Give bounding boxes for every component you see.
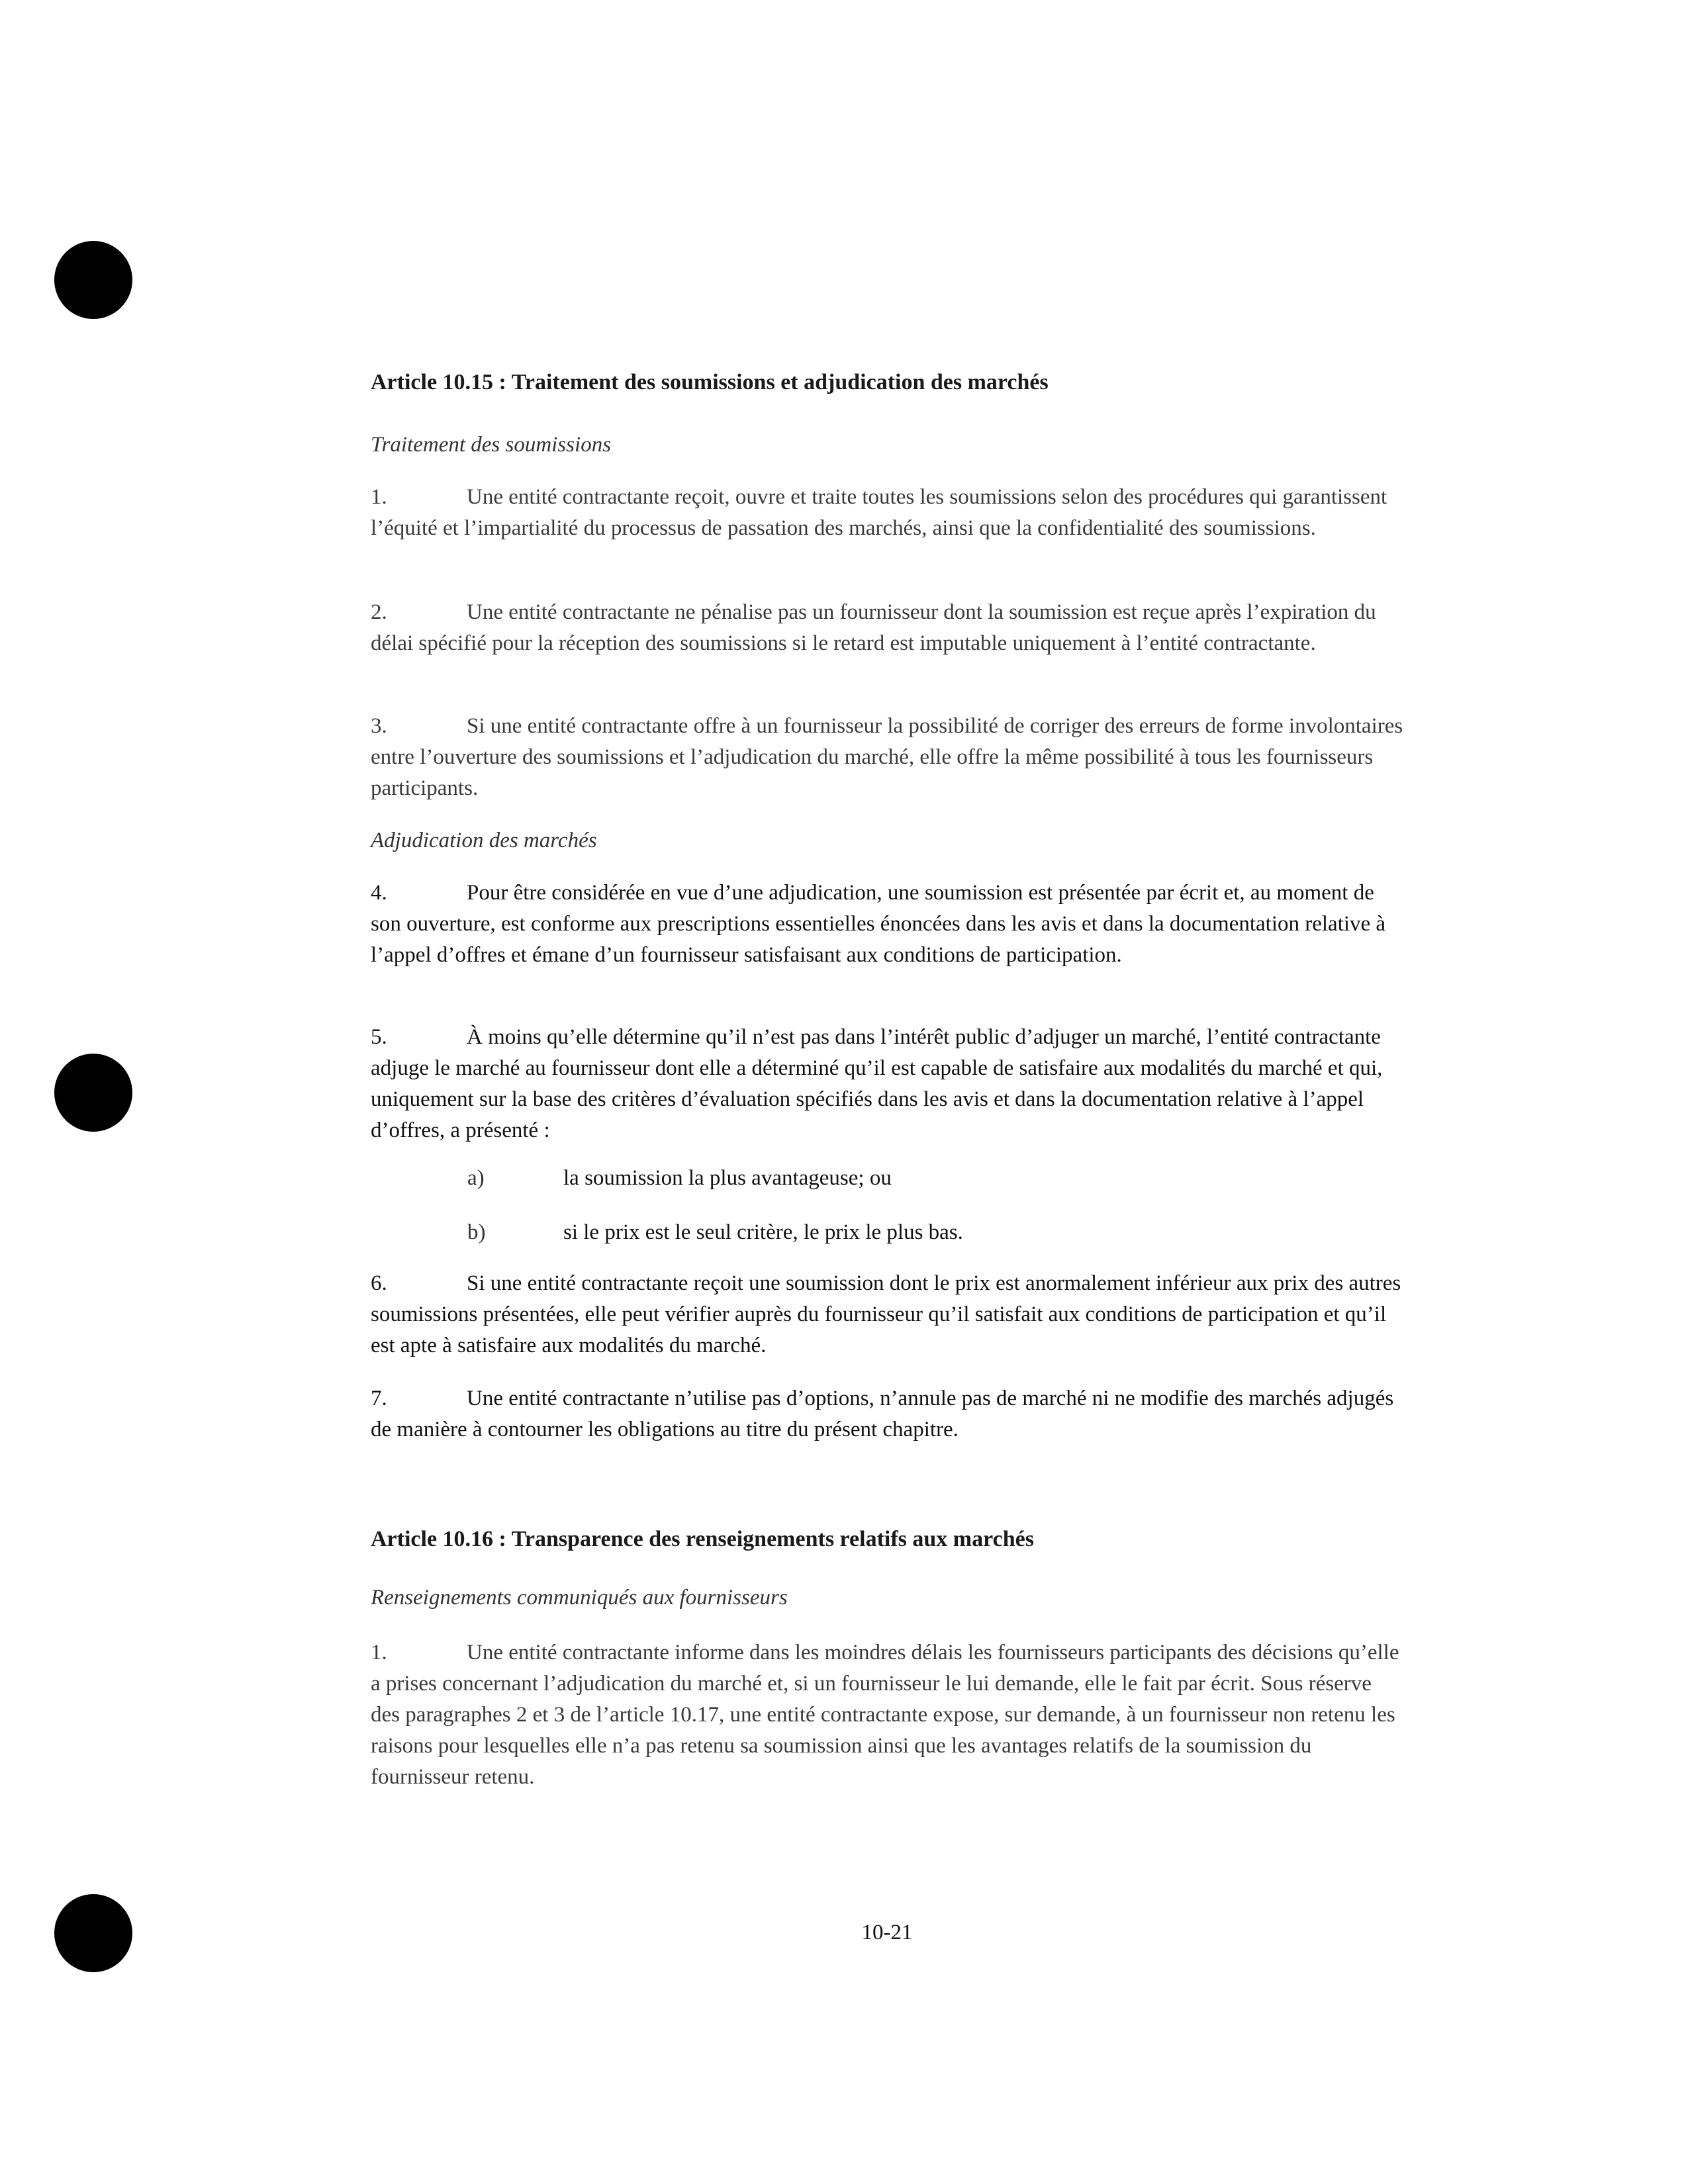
list-item-a <box>467 1163 1328 1193</box>
paragraph-number: 2. <box>371 600 387 624</box>
binder-hole-bottom <box>54 1894 132 1972</box>
paragraph-number: 6. <box>371 1271 387 1295</box>
item-text: la soumission la plus avantageuse; ou <box>563 1166 892 1190</box>
paragraph-text: Une entité contractante informe dans les moindres délais les fournisseurs participants des décisions qu’elle a prises concernant l’adjudication du marché et, si un fournisseur le lui demande, elle le fait par écrit. Sous réserve des paragraphes 2 et 3 de l’article 10.17, une entité contractante expose, sur demande, à un fournisseur non retenu les raisons pour lesquelles elle n’a pas retenu sa soumission ainsi que les avantages relatifs de la soumission du fournisseur retenu. <box>371 1641 1399 1789</box>
paragraph-text: Si une entité contractante reçoit une soumission dont le prix est anormalement inférieur aux prix des autres soumissions présentées, elle peut vérifier auprès du fournisseur qu’il satisfait aux conditions de participation et qu’il est apte à satisfaire aux modalités du marché. <box>371 1271 1401 1357</box>
paragraph-number: 7. <box>371 1387 387 1410</box>
item-letter: a) <box>467 1166 485 1190</box>
paragraph-number: 3. <box>371 714 387 738</box>
section-title-adjudication: Adjudication des marchés <box>371 829 597 852</box>
paragraph-text: Si une entité contractante offre à un fournisseur la possibilité de corriger des erreurs de forme involontaires entre l’ouverture des soumissions et l’adjudication du marché, elle offre la même possibilité à tous les fournisseurs participants. <box>371 714 1403 800</box>
paragraph-text: À moins qu’elle détermine qu’il n’est pas dans l’intérêt public d’adjuger un marché, l’entité contractante adjuge le marché au fournisseur dont elle a déterminé qu’il est capable de satisfaire aux modalités du marché et qui, uniquement sur la base des critères d’évaluation spécifiés dans les avis et dans la documentation relative à l’appel d’offres, a présenté : <box>371 1025 1383 1142</box>
paragraph-6 <box>371 1268 1403 1361</box>
paragraph-7 <box>371 1383 1403 1445</box>
page-number: 10-21 <box>861 1921 913 1944</box>
paragraph-4 <box>371 878 1403 971</box>
paragraph-text: Une entité contractante ne pénalise pas un fournisseur dont la soumission est reçue après l’expiration du délai spécifié pour la réception des soumissions si le retard est imputable uniquement à l’entité contractante. <box>371 600 1376 655</box>
paragraph-2 <box>371 597 1403 659</box>
paragraph-1 <box>371 482 1403 544</box>
paragraph-text: Une entité contractante n’utilise pas d’options, n’annule pas de marché ni ne modifie des marchés adjugés de manière à contourner les obligations au titre du présent chapitre. <box>371 1387 1394 1441</box>
paragraph-text: Une entité contractante reçoit, ouvre et traite toutes les soumissions selon des procédures qui garantissent l’équité et l’impartialité du processus de passation des marchés, ainsi que la confidentialité des soumissions. <box>371 485 1387 540</box>
paragraph-number: 5. <box>371 1025 387 1049</box>
paragraph-number: 1. <box>371 1641 387 1664</box>
item-letter: b) <box>467 1220 486 1244</box>
paragraph-number: 1. <box>371 485 387 509</box>
binder-hole-top <box>54 241 132 319</box>
article-10-16-heading: Article 10.16 : Transparence des renseignements relatifs aux marchés <box>371 1527 1034 1551</box>
paragraph-text: Pour être considérée en vue d’une adjudication, une soumission est présentée par écrit et, au moment de son ouverture, est conforme aux prescriptions essentielles énoncées dans les avis et dans la documentation relative à l’appel d’offres et émane d’un fournisseur satisfaisant aux conditions de participation. <box>371 881 1386 967</box>
list-item-b <box>467 1218 1328 1247</box>
paragraph-1016-1 <box>371 1637 1403 1793</box>
item-text: si le prix est le seul critère, le prix le plus bas. <box>563 1220 963 1244</box>
paragraph-5 <box>371 1022 1403 1146</box>
binder-hole-middle <box>54 1054 132 1132</box>
paragraph-3 <box>371 711 1403 804</box>
article-10-15-heading: Article 10.15 : Traitement des soumissions et adjudication des marchés <box>371 370 1049 394</box>
section-title-traitement: Traitement des soumissions <box>371 433 612 457</box>
section-title-renseignements: Renseignements communiqués aux fournisseurs <box>371 1586 788 1610</box>
paragraph-number: 4. <box>371 881 387 905</box>
